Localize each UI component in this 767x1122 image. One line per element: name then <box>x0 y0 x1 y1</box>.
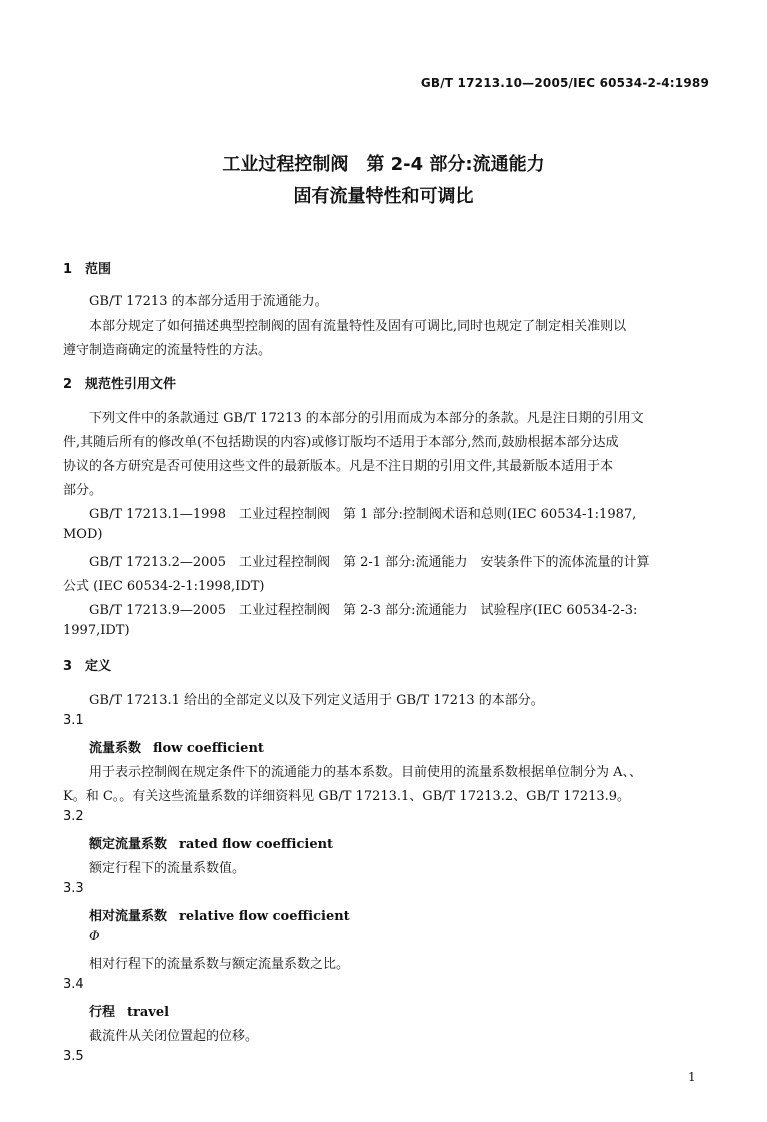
paragraph: 协议的各方研究是否可使用这些文件的最新版本。凡是不注日期的引用文件,其最新版本适用于本 <box>63 459 614 474</box>
paragraph: 下列文件中的条款通过 GB/T 17213 的本部分的引用而成为本部分的条款。凡是注日期的引用文 <box>89 411 644 426</box>
reference-entry: 公式 (IEC 60534-2-1:1998,IDT) <box>63 579 265 594</box>
subsection-number: 3.5 <box>63 1049 84 1064</box>
paragraph: 遵守制造商确定的流量特性的方法。 <box>63 343 272 358</box>
term-en: travel <box>127 1005 170 1020</box>
page-number: 1 <box>688 1070 696 1084</box>
definition-text: 相对行程下的流量系数与额定流量系数之比。 <box>89 957 350 972</box>
section-number: 1 <box>63 262 73 277</box>
reference-entry: 1997,IDT) <box>63 623 130 638</box>
section-2-heading <box>63 373 176 392</box>
term-en: rated flow coefficient <box>179 837 334 852</box>
reference-entry: MOD) <box>63 527 103 542</box>
subsection-number: 3.4 <box>63 977 84 992</box>
section-1-heading <box>63 258 111 277</box>
term-en: flow coefficient <box>153 741 264 756</box>
subsection-number: 3.3 <box>63 881 84 896</box>
definition-text: 截流件从关闭位置起的位移。 <box>89 1029 259 1044</box>
subsection-number: 3.1 <box>63 713 84 728</box>
section-title: 规范性引用文件 <box>85 377 177 392</box>
reference-entry: GB/T 17213.9—2005 工业过程控制阀 第 2-3 部分:流通能力 试验程序(IEC 60534-2-3: <box>89 603 638 618</box>
reference-entry: GB/T 17213.2—2005 工业过程控制阀 第 2-1 部分:流通能力 安装条件下的流体流量的计算 <box>89 555 650 570</box>
subsection-number: 3.2 <box>63 809 84 824</box>
term-zh: 额定流量系数 <box>89 837 168 852</box>
term-zh: 相对流量系数 <box>89 909 168 924</box>
document-title-line2: 固有流量特性和可调比 <box>293 186 474 207</box>
term-relative-flow-coefficient <box>89 905 350 924</box>
term-zh: 行程 <box>89 1005 116 1020</box>
section-number: 2 <box>63 377 73 392</box>
section-3-heading <box>63 655 111 674</box>
document-title-line1: 工业过程控制阀 第 2-4 部分:流通能力 <box>222 154 545 175</box>
paragraph: 件,其随后所有的修改单(不包括勘误的内容)或修订版均不适用于本部分,然而,鼓励根据本部分达成 <box>63 435 619 450</box>
definition-text: K。和 C。。有关这些流量系数的详细资料见 GB/T 17213.1、GB/T 17213.2、GB/T 17213.9。 <box>63 789 631 804</box>
definition-text: 额定行程下的流量系数值。 <box>89 861 246 876</box>
term-en: relative flow coefficient <box>179 909 350 924</box>
paragraph: 本部分规定了如何描述典型控制阀的固有流量特性及固有可调比,同时也规定了制定相关准则以 <box>89 319 627 334</box>
paragraph: GB/T 17213 的本部分适用于流通能力。 <box>89 294 328 309</box>
paragraph: GB/T 17213.1 给出的全部定义以及下列定义适用于 GB/T 17213 的本部分。 <box>89 693 544 708</box>
section-title: 范围 <box>85 262 112 277</box>
reference-entry: GB/T 17213.1—1998 工业过程控制阀 第 1 部分:控制阀术语和总则(IEC 60534-1:1987, <box>89 507 637 522</box>
section-number: 3 <box>63 659 73 674</box>
term-symbol: Φ <box>89 929 100 944</box>
definition-text: 用于表示控制阀在规定条件下的流通能力的基本系数。目前使用的流量系数根据单位制分为 A、、 <box>89 765 643 780</box>
standard-code-header: GB/T 17213.10—2005/IEC 60534-2-4:1989 <box>420 76 709 90</box>
term-travel <box>89 1001 169 1020</box>
term-zh: 流量系数 <box>89 741 142 756</box>
term-flow-coefficient <box>89 737 264 756</box>
term-rated-flow-coefficient <box>89 833 333 852</box>
paragraph: 部分。 <box>63 483 103 498</box>
section-title: 定义 <box>85 659 112 674</box>
